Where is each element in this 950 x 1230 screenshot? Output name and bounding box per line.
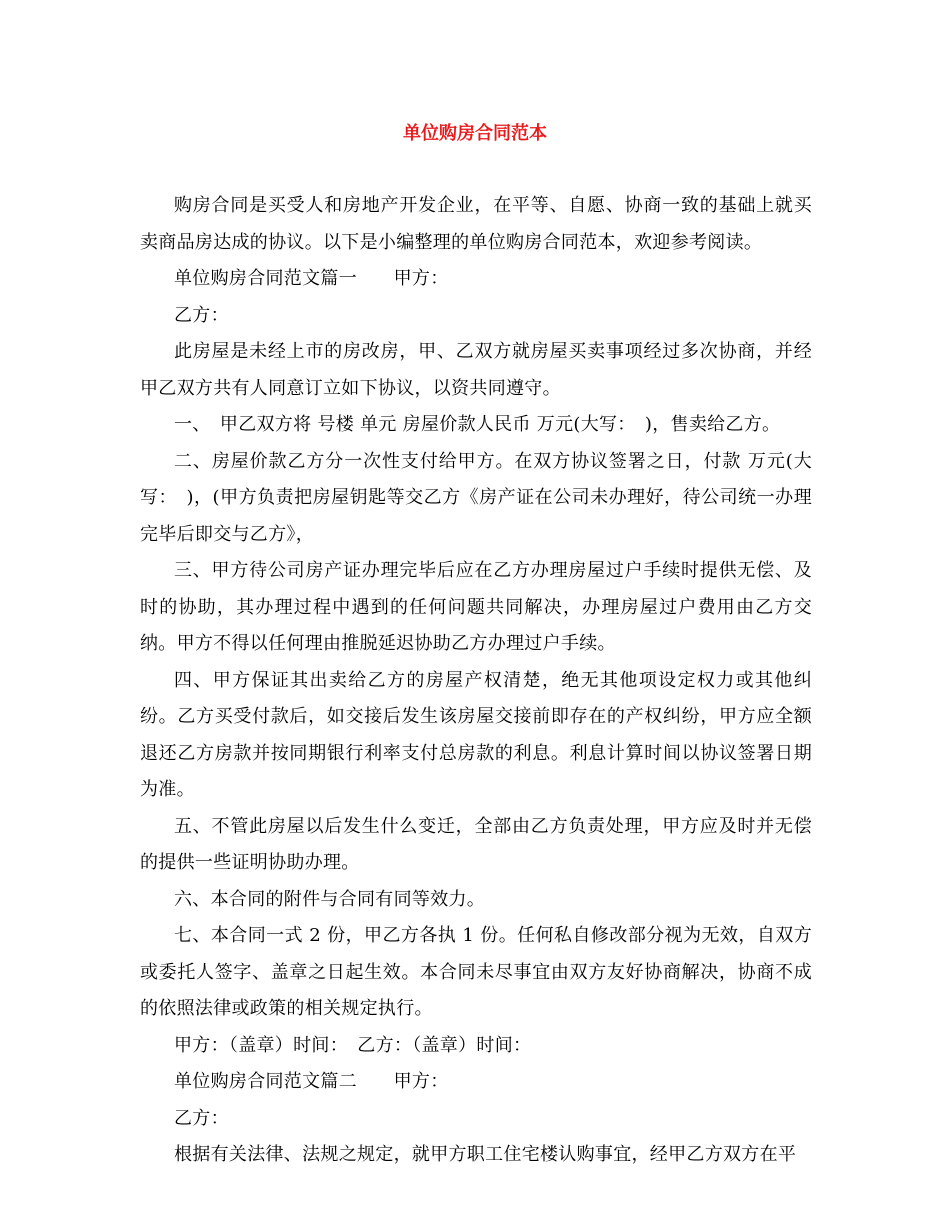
paragraph-party-b-2: 乙方： — [174, 1107, 229, 1129]
paragraph-intro: 购房合同是买受人和房地产开发企业，在平等、自愿、协商一致的基础上就买卖商品房达成的协议。以下是小编整理的单位购房合同范本，欢迎参考阅读。 — [140, 195, 812, 253]
paragraph-clause-2: 二、房屋价款乙方分一次性支付给甲方。在双方协议签署之日，付款 万元(大写： )，(甲方负责把房屋钥匙等交乙方《房产证在公司未办理好，待公司统一办理完毕后即交与乙方》， — [140, 450, 812, 545]
paragraph-clause-1: 一、 甲乙双方将 号楼 单元 房屋价款人民币 万元(大写： )，售卖给乙方。 — [174, 414, 781, 435]
paragraph-clause-7: 七、本合同一式 2 份，甲乙方各执 1 份。任何私自修改部分视为无效，自双方或委托人签字、盖章之日起生效。本合同未尽事宜由双方友好协商解决，协商不成的依照法律或政策的相关规定执行。 — [140, 925, 812, 1019]
document-body — [140, 188, 812, 1174]
paragraph-section-two-heading: 单位购房合同范文篇二 甲方： — [174, 1071, 449, 1092]
paragraph-clause-5: 五、不管此房屋以后发生什么变迁，全部由乙方负责处理，甲方应及时并无偿的提供一些证明协助办理。 — [140, 815, 812, 873]
paragraph-clause-3: 三、甲方待公司房产证办理完毕后应在乙方办理房屋过户手续时提供无偿、及时的协助，其办理过程中遇到的任何问题共同解决，办理房屋过户费用由乙方交纳。甲方不得以任何理由推脱延迟协助乙方办理过户手续。 — [140, 560, 812, 654]
paragraph-clause-4: 四、甲方保证其出卖给乙方的房屋产权清楚，绝无其他项设定权力或其他纠纷。乙方买受付款后，如交接后发生该房屋交接前即存在的产权纠纷，甲方应全额退还乙方房款并按同期银行利率支付总房款的利息。利息计算时间以协议签署日期为准。 — [140, 669, 812, 800]
paragraph-section-two-preamble: 根据有关法律、法规之规定，就甲方职工住宅楼认购事宜，经甲乙方双方在平 — [174, 1144, 797, 1165]
paragraph-signatures: 甲方：（盖章）时间： 乙方：（盖章）时间： — [174, 1034, 532, 1056]
paragraph-party-b-1: 乙方： — [174, 304, 229, 326]
paragraph-section-one-heading: 单位购房合同范文篇一 甲方： — [174, 268, 449, 289]
paragraph-clause-6: 六、本合同的附件与合同有同等效力。 — [174, 888, 486, 910]
paragraph-preamble: 此房屋是未经上市的房改房，甲、乙双方就房屋买卖事项经过多次协商，并经甲乙双方共有人同意订立如下协议，以资共同遵守。 — [140, 341, 812, 399]
document-title: 单位购房合同范本 — [403, 123, 547, 144]
